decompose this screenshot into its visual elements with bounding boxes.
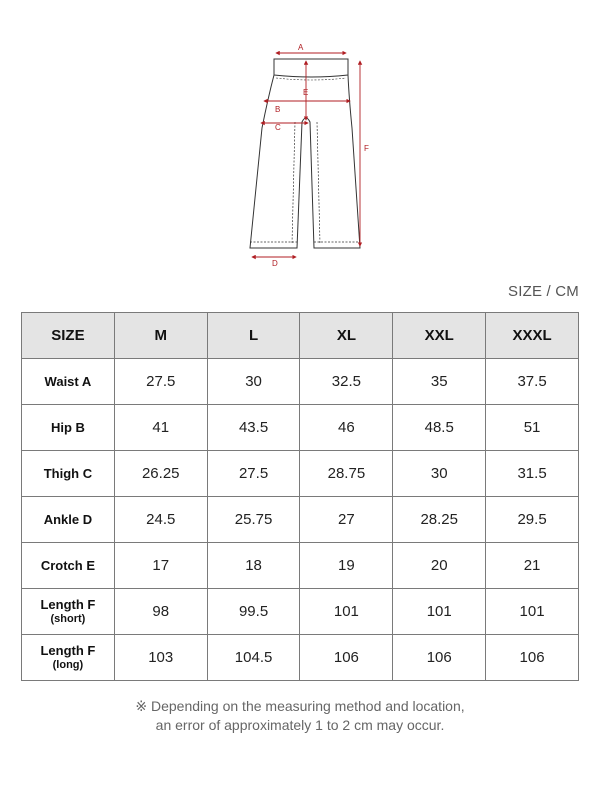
table-row <box>22 635 579 681</box>
row-label-text: Length F <box>40 596 96 612</box>
table-cell: 32.5 <box>300 359 393 405</box>
label-c: C <box>275 123 281 132</box>
row-label <box>22 359 115 405</box>
table-cell: 28.25 <box>393 497 486 543</box>
table-cell: 24.5 <box>114 497 207 543</box>
table-cell: 106 <box>486 635 579 681</box>
table-body <box>22 359 579 681</box>
table-cell: 41 <box>114 405 207 451</box>
label-e: E <box>303 88 309 97</box>
table-cell: 48.5 <box>393 405 486 451</box>
label-a: A <box>298 43 304 52</box>
table-cell: 18 <box>207 543 300 589</box>
table-cell: 106 <box>300 635 393 681</box>
header-cell: SIZE <box>22 313 115 359</box>
table-cell: 20 <box>393 543 486 589</box>
table-header-row <box>22 313 579 359</box>
table-cell: 25.75 <box>207 497 300 543</box>
table-row <box>22 451 579 497</box>
header-cell: XXXL <box>486 313 579 359</box>
table-cell: 30 <box>207 359 300 405</box>
size-chart-table <box>21 312 579 681</box>
row-label-text: Waist A <box>44 374 92 389</box>
row-label-subtext: (short) <box>50 612 86 625</box>
row-label-text: Ankle D <box>43 512 93 527</box>
table-cell: 101 <box>393 589 486 635</box>
table-cell: 99.5 <box>207 589 300 635</box>
table-cell: 31.5 <box>486 451 579 497</box>
header-cell: M <box>114 313 207 359</box>
table-cell: 37.5 <box>486 359 579 405</box>
unit-label: SIZE / CM <box>508 283 579 300</box>
table-row <box>22 543 579 589</box>
note-line-1: ※ Depending on the measuring method and location, <box>135 698 465 714</box>
table-cell: 30 <box>393 451 486 497</box>
table-cell: 27.5 <box>114 359 207 405</box>
table-cell: 29.5 <box>486 497 579 543</box>
measurement-note <box>0 697 600 735</box>
table-cell: 27 <box>300 497 393 543</box>
table-cell: 101 <box>486 589 579 635</box>
table-cell: 35 <box>393 359 486 405</box>
row-label-text: Length F <box>40 642 96 658</box>
header-cell: L <box>207 313 300 359</box>
table-row <box>22 497 579 543</box>
table-cell: 103 <box>114 635 207 681</box>
row-label-text: Hip B <box>50 420 85 435</box>
label-b: B <box>275 105 281 114</box>
table-cell: 19 <box>300 543 393 589</box>
label-f: F <box>364 144 369 153</box>
table-row <box>22 589 579 635</box>
table-cell: 101 <box>300 589 393 635</box>
measurement-arrows <box>252 53 360 257</box>
row-label-subtext: (long) <box>52 658 84 671</box>
table-cell: 46 <box>300 405 393 451</box>
header-cell: XXL <box>393 313 486 359</box>
table-cell: 21 <box>486 543 579 589</box>
note-line-2: an error of approximately 1 to 2 cm may occur. <box>155 717 445 733</box>
row-label <box>22 497 115 543</box>
table-cell: 26.25 <box>114 451 207 497</box>
table-cell: 17 <box>114 543 207 589</box>
row-label-text: Crotch E <box>40 558 95 573</box>
table-cell: 98 <box>114 589 207 635</box>
row-label-text: Thigh C <box>43 466 93 481</box>
table-cell: 43.5 <box>207 405 300 451</box>
row-label <box>22 635 115 681</box>
table-row <box>22 405 579 451</box>
table-cell: 51 <box>486 405 579 451</box>
row-label <box>22 589 115 635</box>
row-label <box>22 405 115 451</box>
row-label <box>22 451 115 497</box>
table-cell: 27.5 <box>207 451 300 497</box>
table-cell: 28.75 <box>300 451 393 497</box>
pants-measurement-diagram <box>240 38 390 270</box>
header-cell: XL <box>300 313 393 359</box>
table-row <box>22 359 579 405</box>
table-cell: 106 <box>393 635 486 681</box>
row-label <box>22 543 115 589</box>
table-cell: 104.5 <box>207 635 300 681</box>
label-d: D <box>272 259 278 268</box>
